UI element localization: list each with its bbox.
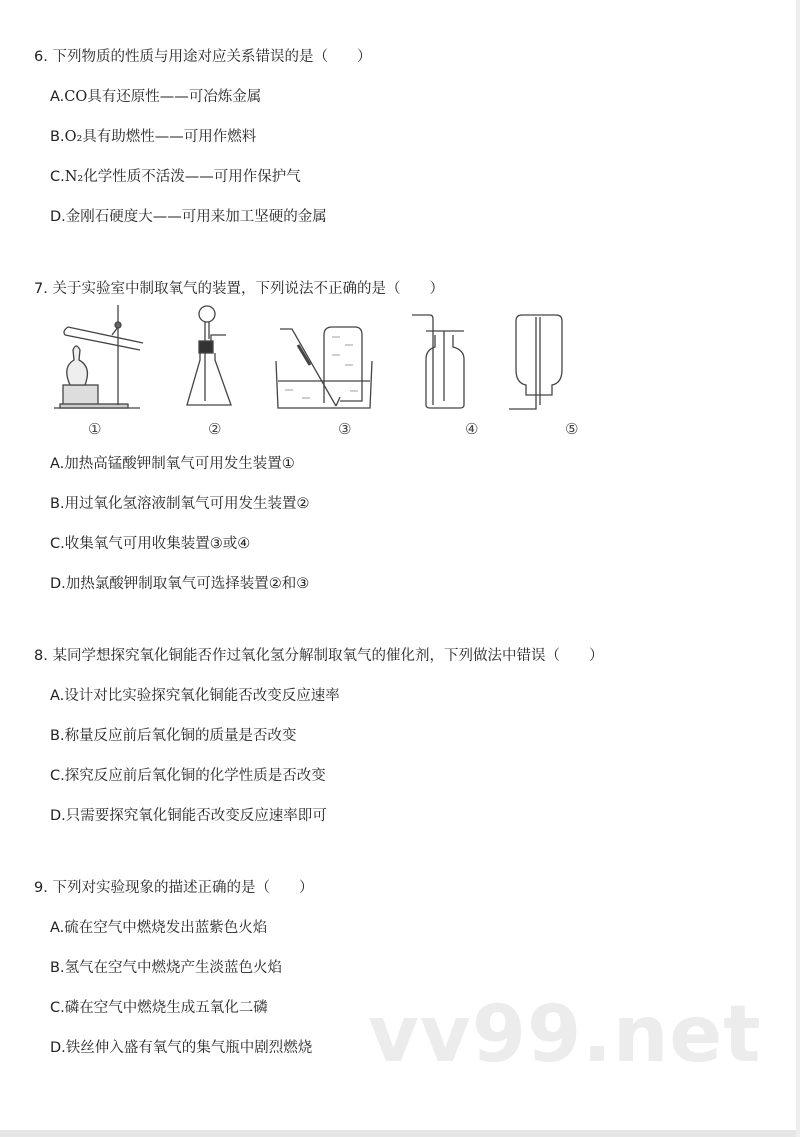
option-prefix: D. — [50, 209, 66, 225]
option-prefix: A. — [50, 89, 65, 105]
apparatus-2-flask — [187, 306, 231, 405]
option-text: 硫在空气中燃烧发出蓝紫色火焰 — [64, 920, 268, 936]
figure-label-3: ③ — [338, 420, 352, 438]
option-prefix: B. — [50, 496, 65, 512]
page-bottom-edge — [0, 1130, 800, 1137]
formula: N₂ — [64, 169, 84, 185]
q9-option-b[interactable] — [50, 956, 282, 977]
q9-option-a[interactable] — [50, 916, 267, 937]
option-text: 只需要探究氧化铜能否改变反应速率即可 — [65, 808, 327, 824]
q6-option-b[interactable] — [50, 125, 256, 146]
option-prefix: D. — [50, 1040, 66, 1056]
option-prefix: A. — [50, 456, 65, 472]
question-6-stem: 6. 下列物质的性质与用途对应关系错误的是（ ） — [34, 49, 372, 65]
option-prefix: C. — [50, 1000, 65, 1016]
q8-option-b[interactable] — [50, 724, 297, 745]
figure-label-1: ① — [88, 420, 102, 438]
apparatus-3-water-trough — [276, 327, 372, 408]
page-right-edge — [796, 0, 800, 1137]
option-prefix: A. — [50, 920, 65, 936]
option-text: 称量反应前后氧化铜的质量是否改变 — [64, 728, 297, 744]
q7-option-d[interactable] — [50, 572, 309, 593]
option-prefix: C. — [50, 536, 65, 552]
q9-option-c[interactable] — [50, 996, 268, 1017]
formula: CO — [64, 89, 88, 105]
watermark: vv99.net — [368, 990, 762, 1080]
option-text: 化学性质不活泼——可用作保护气 — [83, 169, 301, 185]
apparatus-4-gas-bottle — [412, 315, 464, 408]
option-text: 加热氯酸钾制取氧气可选择装置②和③ — [65, 576, 310, 592]
q6-option-a[interactable] — [50, 85, 261, 106]
q7-option-b[interactable] — [50, 492, 310, 513]
q9-option-d[interactable] — [50, 1036, 312, 1057]
option-text: 设计对比实验探究氧化铜能否改变反应速率 — [64, 688, 340, 704]
option-text: 磷在空气中燃烧生成五氧化二磷 — [64, 1000, 268, 1016]
option-prefix: B. — [50, 728, 65, 744]
apparatus-1-heating — [54, 305, 143, 408]
apparatus-5-inverted-bottle — [509, 315, 562, 409]
q7-option-c[interactable] — [50, 532, 250, 553]
lab-apparatus-figure — [40, 305, 600, 415]
figure-label-4: ④ — [465, 420, 479, 438]
figure-label-5: ⑤ — [565, 420, 579, 438]
option-text: 氢气在空气中燃烧产生淡蓝色火焰 — [64, 960, 283, 976]
question-7-stem: 7. 关于实验室中制取氧气的装置，下列说法不正确的是（ ） — [34, 281, 444, 297]
option-text: 加热高锰酸钾制氧气可用发生装置① — [64, 456, 295, 472]
option-prefix: C. — [50, 768, 65, 784]
option-prefix: A. — [50, 688, 65, 704]
question-9-stem: 9. 下列对实验现象的描述正确的是（ ） — [34, 880, 314, 896]
option-text: 具有助燃性——可用作燃料 — [82, 129, 257, 145]
q6-option-d[interactable] — [50, 205, 327, 226]
option-prefix: B. — [50, 129, 65, 145]
q8-option-a[interactable] — [50, 684, 340, 705]
option-prefix: B. — [50, 960, 65, 976]
option-prefix: D. — [50, 808, 66, 824]
q7-option-a[interactable] — [50, 452, 295, 473]
option-prefix: C. — [50, 169, 65, 185]
option-text: 用过氧化氢溶液制氧气可用发生装置② — [64, 496, 310, 512]
option-prefix: D. — [50, 576, 66, 592]
formula: O₂ — [64, 129, 83, 145]
figure-label-2: ② — [208, 420, 222, 438]
option-text: 收集氧气可用收集装置③或④ — [64, 536, 251, 552]
q6-option-c[interactable] — [50, 165, 301, 186]
option-text: 探究反应前后氧化铜的化学性质是否改变 — [64, 768, 326, 784]
question-8-stem: 8. 某同学想探究氧化铜能否作过氧化氢分解制取氧气的催化剂，下列做法中错误（ ） — [34, 648, 604, 664]
q8-option-d[interactable] — [50, 804, 327, 825]
option-text: 铁丝伸入盛有氧气的集气瓶中剧烈燃烧 — [65, 1040, 313, 1056]
option-text: 金刚石硬度大——可用来加工坚硬的金属 — [65, 209, 327, 225]
q8-option-c[interactable] — [50, 764, 326, 785]
option-text: 具有还原性——可冶炼金属 — [87, 89, 262, 105]
